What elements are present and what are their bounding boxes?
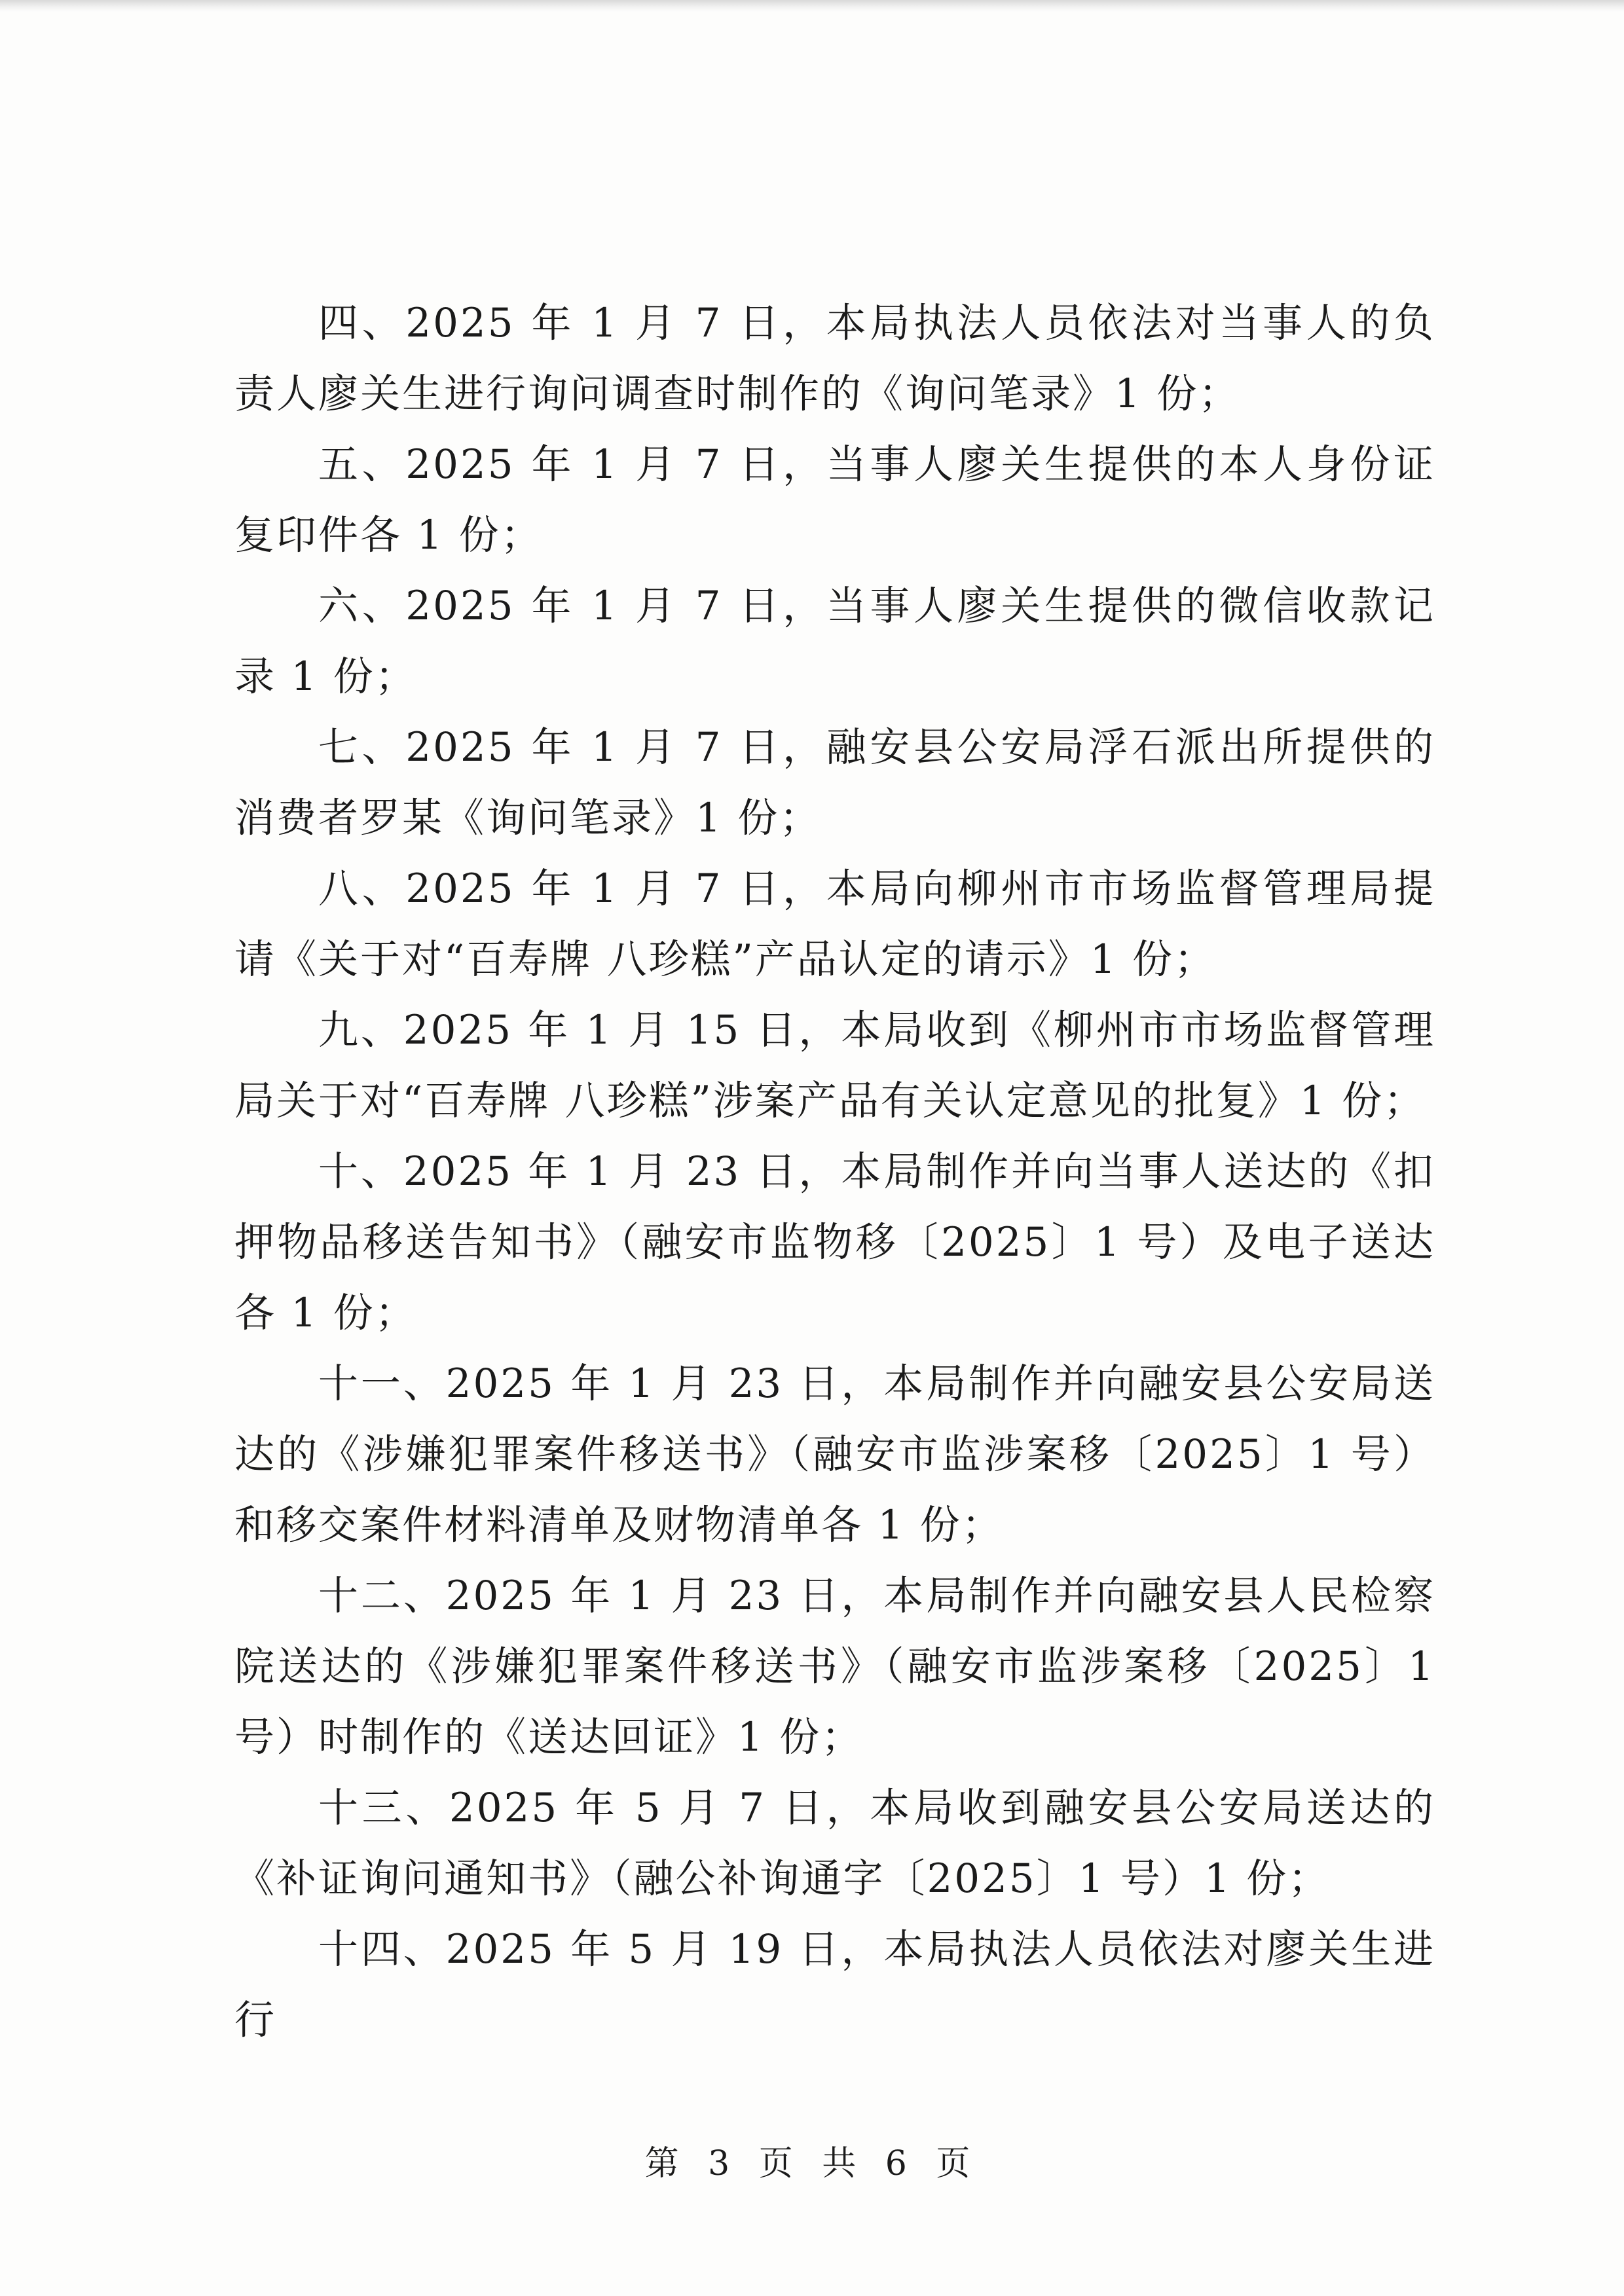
scan-edge-shadow	[0, 0, 1624, 12]
evidence-item-6: 六、2025 年 1 月 7 日，当事人廖关生提供的微信收款记录 1 份；	[234, 583, 1435, 700]
evidence-item-13: 十三、2025 年 5 月 7 日，本局收到融安县公安局送达的《补证询问通知书》（融公补询通字〔2025〕1 号）1 份；	[234, 1785, 1435, 1902]
evidence-item-12: 十二、2025 年 1 月 23 日，本局制作并向融安县人民检察院送达的《涉嫌犯罪案件移送书》（融安市监涉案移〔2025〕1 号）时制作的《送达回证》1 份；	[234, 1573, 1435, 1760]
evidence-item-5: 五、2025 年 1 月 7 日，当事人廖关生提供的本人身份证复印件各 1 份；	[234, 441, 1435, 558]
evidence-item-14: 十四、2025 年 5 月 19 日，本局执法人员依法对廖关生进行	[234, 1926, 1435, 2043]
evidence-item-4: 四、2025 年 1 月 7 日，本局执法人员依法对当事人的负责人廖关生进行询问调查时制作的《询问笔录》1 份；	[234, 300, 1435, 417]
evidence-item-9: 九、2025 年 1 月 15 日，本局收到《柳州市市场监督管理局关于对“百寿牌 八珍糕”涉案产品有关认定意见的批复》1 份；	[234, 1007, 1435, 1124]
page-number: 第 3 页 共 6 页	[644, 2144, 980, 2183]
evidence-item-7: 七、2025 年 1 月 7 日，融安县公安局浮石派出所提供的消费者罗某《询问笔录》1 份；	[234, 724, 1435, 841]
evidence-list	[234, 288, 1435, 2056]
evidence-item-11: 十一、2025 年 1 月 23 日，本局制作并向融安县公安局送达的《涉嫌犯罪案件移送书》（融安市监涉案移〔2025〕1 号）和移交案件材料清单及财物清单各 1 份；	[234, 1360, 1435, 1548]
evidence-item-8: 八、2025 年 1 月 7 日，本局向柳州市市场监督管理局提请《关于对“百寿牌 八珍糕”产品认定的请示》1 份；	[234, 866, 1435, 983]
evidence-item-10: 十、2025 年 1 月 23 日，本局制作并向当事人送达的《扣押物品移送告知书》（融安市监物移〔2025〕1 号）及电子送达各 1 份；	[234, 1148, 1435, 1336]
